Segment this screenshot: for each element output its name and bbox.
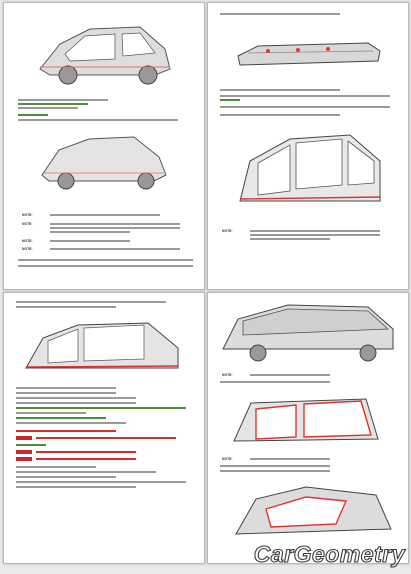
manual-page-2 — [207, 2, 409, 290]
watermark-logo: CarGeometry — [253, 541, 405, 567]
caution-badge — [16, 457, 32, 461]
body-shell-3d-diagram — [230, 121, 390, 217]
body-structure-3d-diagram — [218, 299, 398, 367]
note-label: NOTE: — [222, 457, 233, 461]
door-opening-diagram — [226, 389, 386, 451]
note-label: NOTE: — [22, 247, 33, 251]
rear-quarter-diagram — [226, 479, 396, 543]
body-side-diagram-top — [30, 9, 180, 93]
manual-page-1 — [3, 2, 205, 290]
note-label: NOTE: — [22, 239, 33, 243]
caution-badge — [16, 436, 32, 440]
body-side-diagram-mid — [34, 125, 174, 193]
caution-badge — [16, 450, 32, 454]
note-label: NOTE: — [222, 373, 233, 377]
manual-page-3 — [3, 292, 205, 564]
note-label: NOTE: — [22, 213, 33, 217]
note-label: NOTE: — [222, 229, 233, 233]
rocker-panel-diagram — [228, 21, 388, 81]
note-label: NOTE: — [22, 222, 33, 226]
side-frame-diagram — [18, 313, 188, 383]
manual-page-4 — [207, 292, 409, 564]
